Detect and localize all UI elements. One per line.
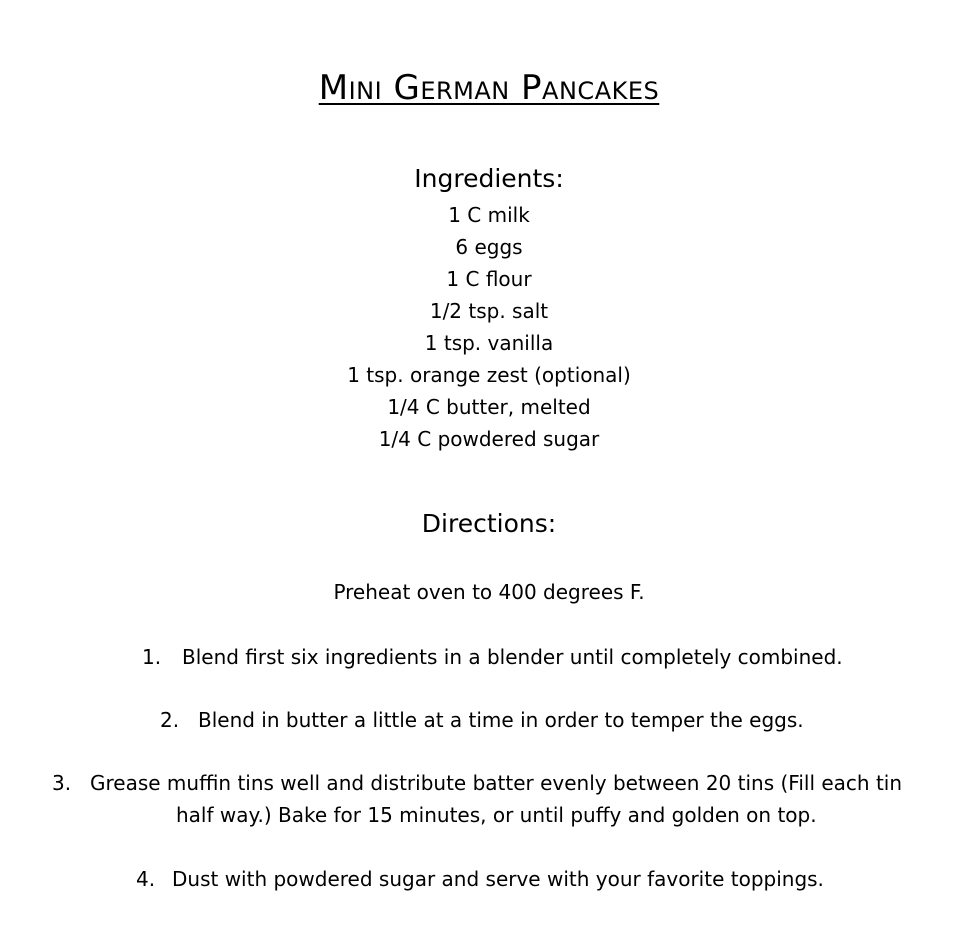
ingredient-item: 1/2 tsp. salt xyxy=(429,299,549,323)
recipe-title xyxy=(0,66,978,110)
step-text: Blend first six ingredients in a blender until completely combined. xyxy=(182,645,843,669)
directions-heading: Directions: xyxy=(421,509,557,538)
ingredient-list xyxy=(0,199,978,455)
ingredient-item: 1 C milk xyxy=(448,203,530,227)
step-text: Blend in butter a little at a time in order to temper the eggs. xyxy=(198,708,804,732)
step-text: Grease muffin tins well and distribute batter evenly between 20 tins (Fill each tin xyxy=(90,771,903,795)
step-number: 4. xyxy=(136,867,156,891)
ingredient-item: 1 C flour xyxy=(446,267,532,291)
ingredients-heading: Ingredients: xyxy=(414,164,564,193)
ingredient-item: 1 tsp. orange zest (optional) xyxy=(347,363,631,387)
recipe-title-text: Mini German Pancakes xyxy=(318,68,660,108)
ingredient-item: 1 tsp. vanilla xyxy=(424,331,554,355)
step-number: 2. xyxy=(160,708,180,732)
direction-step-1 xyxy=(142,641,843,673)
direction-step-3 xyxy=(52,767,902,799)
step-number: 1. xyxy=(142,645,162,669)
ingredient-item: 6 eggs xyxy=(455,235,523,259)
direction-step-3-continued: half way.) Bake for 15 minutes, or until puffy and golden on top. xyxy=(176,803,817,827)
preheat-instruction: Preheat oven to 400 degrees F. xyxy=(333,580,645,604)
ingredient-item: 1/4 C butter, melted xyxy=(387,395,591,419)
ingredient-item: 1/4 C powdered sugar xyxy=(378,427,600,451)
step-text: Dust with powdered sugar and serve with your favorite toppings. xyxy=(172,867,824,891)
step-number: 3. xyxy=(52,771,72,795)
direction-step-4 xyxy=(136,863,824,895)
direction-step-2 xyxy=(160,704,804,736)
